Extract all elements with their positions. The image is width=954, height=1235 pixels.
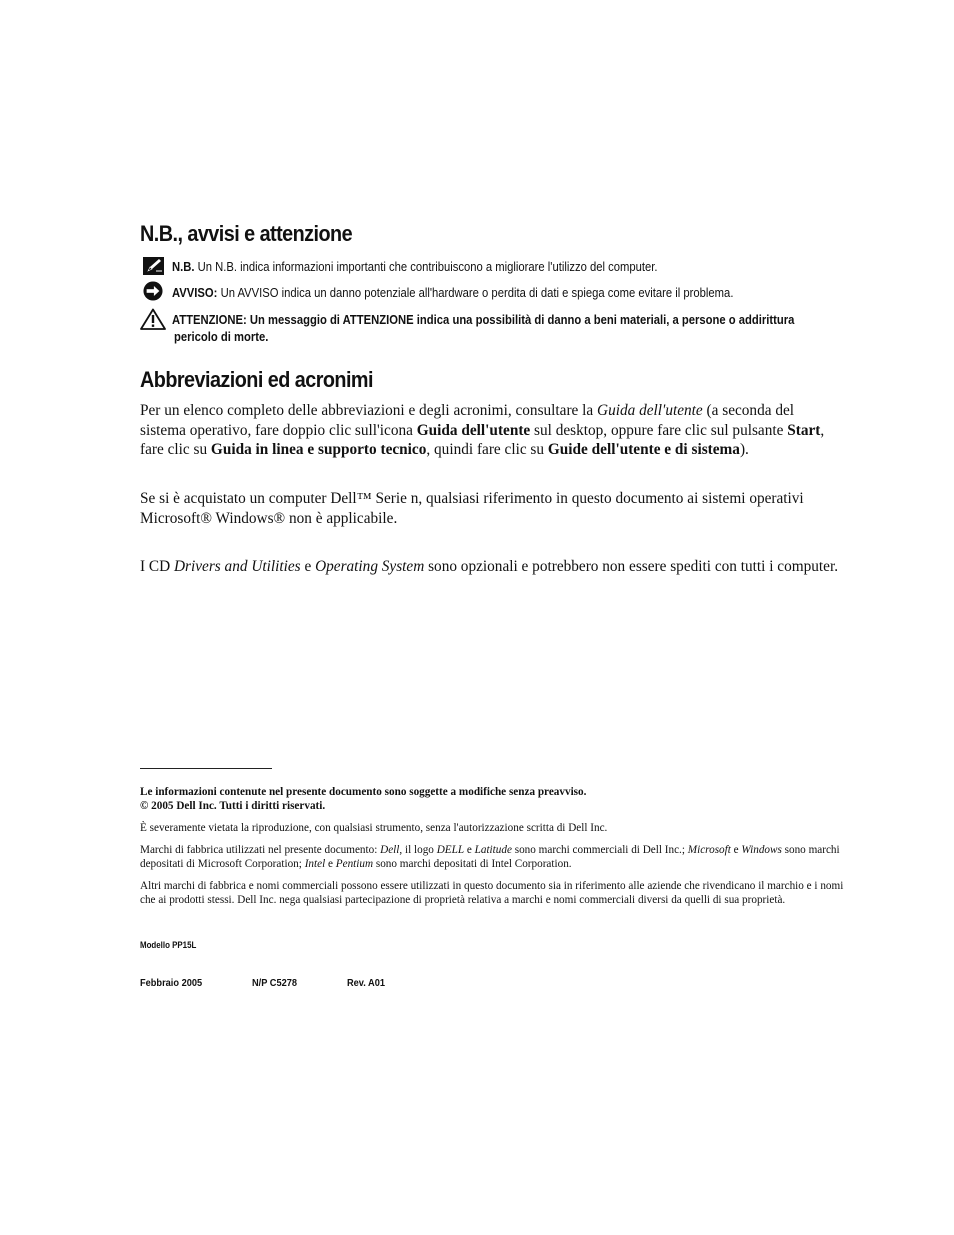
attenzione-text-line1: Un messaggio di ATTENZIONE indica una possibilità di danno a beni materiali, a persone o addirittura <box>249 313 795 327</box>
attenzione-note <box>172 313 794 327</box>
tm-pentium: Pentium <box>335 858 374 870</box>
tm-text-d: sono marchi commerciali di Dell Inc.; <box>511 844 688 856</box>
tm-text-f: sono marchi depositati di Microsoft Corporation; <box>140 844 840 870</box>
arrow-notice-icon <box>141 281 165 301</box>
p1-text-e: , quindi fare clic su <box>426 441 548 458</box>
trademarks-paragraph <box>140 843 850 871</box>
tm-text-a: Marchi di fabbrica utilizzati nel presente documento: <box>140 844 381 856</box>
acronyms-paragraph-3 <box>140 557 840 577</box>
attenzione-text-line2: pericolo di morte. <box>174 330 269 344</box>
other-trademarks-paragraph: Altri marchi di fabbrica e nomi commerciali possono essere utilizzati in questo documento sia in riferimento alle aziende che rivendicano il marchio e i nomi che ai prodotti stessi. Dell Inc. nega qualsiasi partecipazione di proprietà relativa a marchi e nomi commerciali diversi da quelli di sua proprietà. <box>140 880 844 906</box>
p1-help-name: Guida in linea e supporto tecnico <box>210 441 427 458</box>
p3-text-a: I CD <box>140 558 174 575</box>
legal-notice <box>140 785 850 813</box>
tm-dell: Dell <box>380 844 400 856</box>
tm-text-b: , il logo <box>399 844 437 856</box>
legal-notice-line1: Le informazioni contenute nel presente documento sono soggette a modifiche senza preavviso. <box>140 786 587 798</box>
p1-text-b: (a seconda del sistema operativo, fare doppio clic sull'icona <box>140 402 795 439</box>
warning-triangle-icon <box>140 308 166 330</box>
acronyms-section-title: Abbreviazioni ed acronimi <box>140 367 373 392</box>
reproduction-notice: È severamente vietata la riproduzione, con qualsiasi strumento, senza l'autorizzazione scritta di Dell Inc. <box>140 822 608 834</box>
tm-text-c: e <box>464 844 475 856</box>
acronyms-paragraph-1 <box>140 401 840 460</box>
p1-text-f: ). <box>739 441 749 458</box>
tm-windows: Windows <box>741 844 782 856</box>
tm-text-g: e <box>325 858 336 870</box>
p1-guide-title: Guida dell'utente <box>597 402 703 419</box>
model-number: Modello PP15L <box>140 940 197 950</box>
copyright-line: © 2005 Dell Inc. Tutti i diritti riservati. <box>140 800 326 812</box>
tm-text-e: e <box>730 844 742 856</box>
nb-label: N.B. <box>172 260 195 274</box>
footer-part-number: N/P C5278 <box>252 977 298 989</box>
p1-text-d: , fare clic su <box>140 421 825 458</box>
nb-note <box>172 260 657 274</box>
nb-text: Un N.B. indica informazioni importanti che contribuiscono a migliorare l'utilizzo del computer. <box>197 260 658 274</box>
p1-start-button-name: Start <box>787 421 821 439</box>
tm-intel: Intel <box>304 858 326 870</box>
avviso-text: Un AVVISO indica un danno potenziale all'hardware o perdita di dati e spiega come evitare il problema. <box>220 286 734 300</box>
avviso-label: AVVISO: <box>172 286 218 300</box>
tm-dell-logo: DELL <box>436 844 465 856</box>
p1-icon-name: Guida dell'utente <box>416 421 531 439</box>
acronyms-paragraph-2: Se si è acquistato un computer Dell™ Serie n, qualsiasi riferimento in questo documento ai sistemi operativi Microsoft® Windows® non è applicabile. <box>140 490 804 527</box>
p1-text-c: sul desktop, oppure fare clic sul pulsante <box>530 421 788 439</box>
tm-text-h: sono marchi depositati di Intel Corporation. <box>373 858 572 870</box>
tm-microsoft: Microsoft <box>687 844 731 856</box>
notes-section-title: N.B., avvisi e attenzione <box>140 221 353 246</box>
p3-text-b: e <box>300 558 316 575</box>
p3-os-cd: Operating System <box>315 558 425 575</box>
p3-drivers-cd: Drivers and Utilities <box>174 558 301 575</box>
pencil-note-icon <box>142 256 166 276</box>
tm-latitude: Latitude <box>474 844 512 856</box>
attenzione-label: ATTENZIONE: <box>172 313 247 327</box>
p1-guides-name: Guide dell'utente e di sistema <box>547 441 740 458</box>
p3-text-c: sono opzionali e potrebbero non essere spediti con tutti i computer. <box>424 558 839 575</box>
footer-date: Febbraio 2005 <box>140 977 203 989</box>
footnote-divider <box>140 768 272 769</box>
avviso-note <box>172 286 733 300</box>
p1-text-a: Per un elenco completo delle abbreviazioni e degli acronimi, consultare la <box>140 402 598 419</box>
footer-revision: Rev. A01 <box>347 977 386 989</box>
